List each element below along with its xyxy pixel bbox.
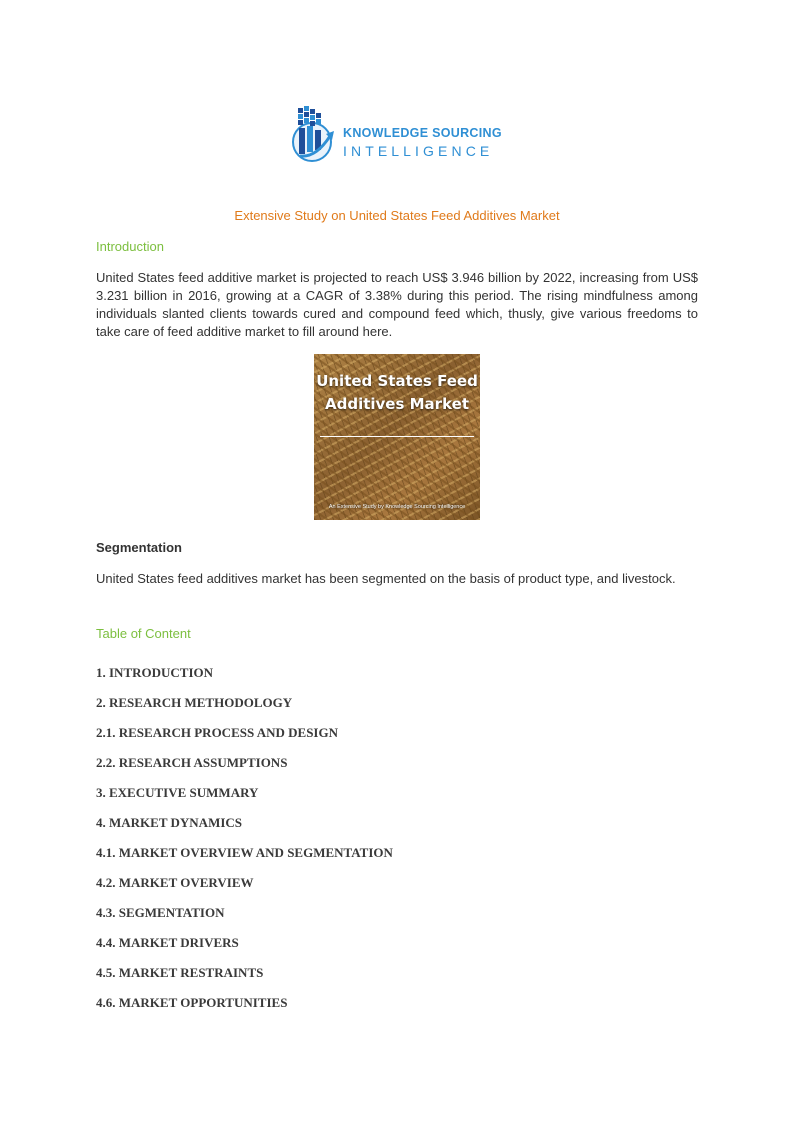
toc-item: 4.2. MARKET OVERVIEW — [96, 875, 254, 890]
toc-item: 4. MARKET DYNAMICS — [96, 815, 243, 830]
company-logo — [290, 104, 510, 166]
toc-item: 2.1. RESEARCH PROCESS AND DESIGN — [96, 725, 338, 740]
toc-heading: Table of Content — [96, 626, 191, 641]
introduction-heading: Introduction — [96, 239, 164, 254]
cover-divider — [320, 436, 474, 437]
toc-item: 2. RESEARCH METHODOLOGY — [96, 695, 293, 710]
logo-wordmark-bottom: INTELLIGENCE — [343, 143, 494, 159]
toc-item: 4.4. MARKET DRIVERS — [96, 935, 239, 950]
market-cover-image — [314, 354, 480, 520]
document-title: Extensive Study on United States Feed Additives Market — [234, 208, 560, 223]
segmentation-heading: Segmentation — [96, 540, 182, 555]
cover-caption: An Extensive Study by Knowledge Sourcing Intelligence — [328, 504, 466, 510]
logo-wordmark-top: KNOWLEDGE SOURCING — [343, 126, 502, 140]
toc-item: 3. EXECUTIVE SUMMARY — [96, 785, 259, 800]
toc-item: 4.3. SEGMENTATION — [96, 905, 225, 920]
toc-item: 2.2. RESEARCH ASSUMPTIONS — [96, 755, 288, 770]
toc-item: 1. INTRODUCTION — [96, 665, 214, 680]
toc-item: 4.6. MARKET OPPORTUNITIES — [96, 995, 288, 1010]
toc-item: 4.5. MARKET RESTRAINTS — [96, 965, 264, 980]
table-of-contents — [96, 664, 393, 1024]
segmentation-paragraph: United States feed additives market has been segmented on the basis of product type, and livestock. — [96, 571, 676, 586]
logo-emblem-icon — [290, 104, 342, 166]
introduction-paragraph: United States feed additive market is projected to reach US$ 3.946 billion by 2022, increasing from US$ 3.231 billion in 2016, growing at a CAGR of 3.38% during this period. The rising mindfulness among individuals slanted clients towards cured and compound feed which, thusly, give various freedoms to take care of feed additive market to fill around here. — [96, 270, 698, 339]
cover-title: United States Feed Additives Market — [316, 372, 478, 413]
toc-item: 4.1. MARKET OVERVIEW AND SEGMENTATION — [96, 845, 393, 860]
